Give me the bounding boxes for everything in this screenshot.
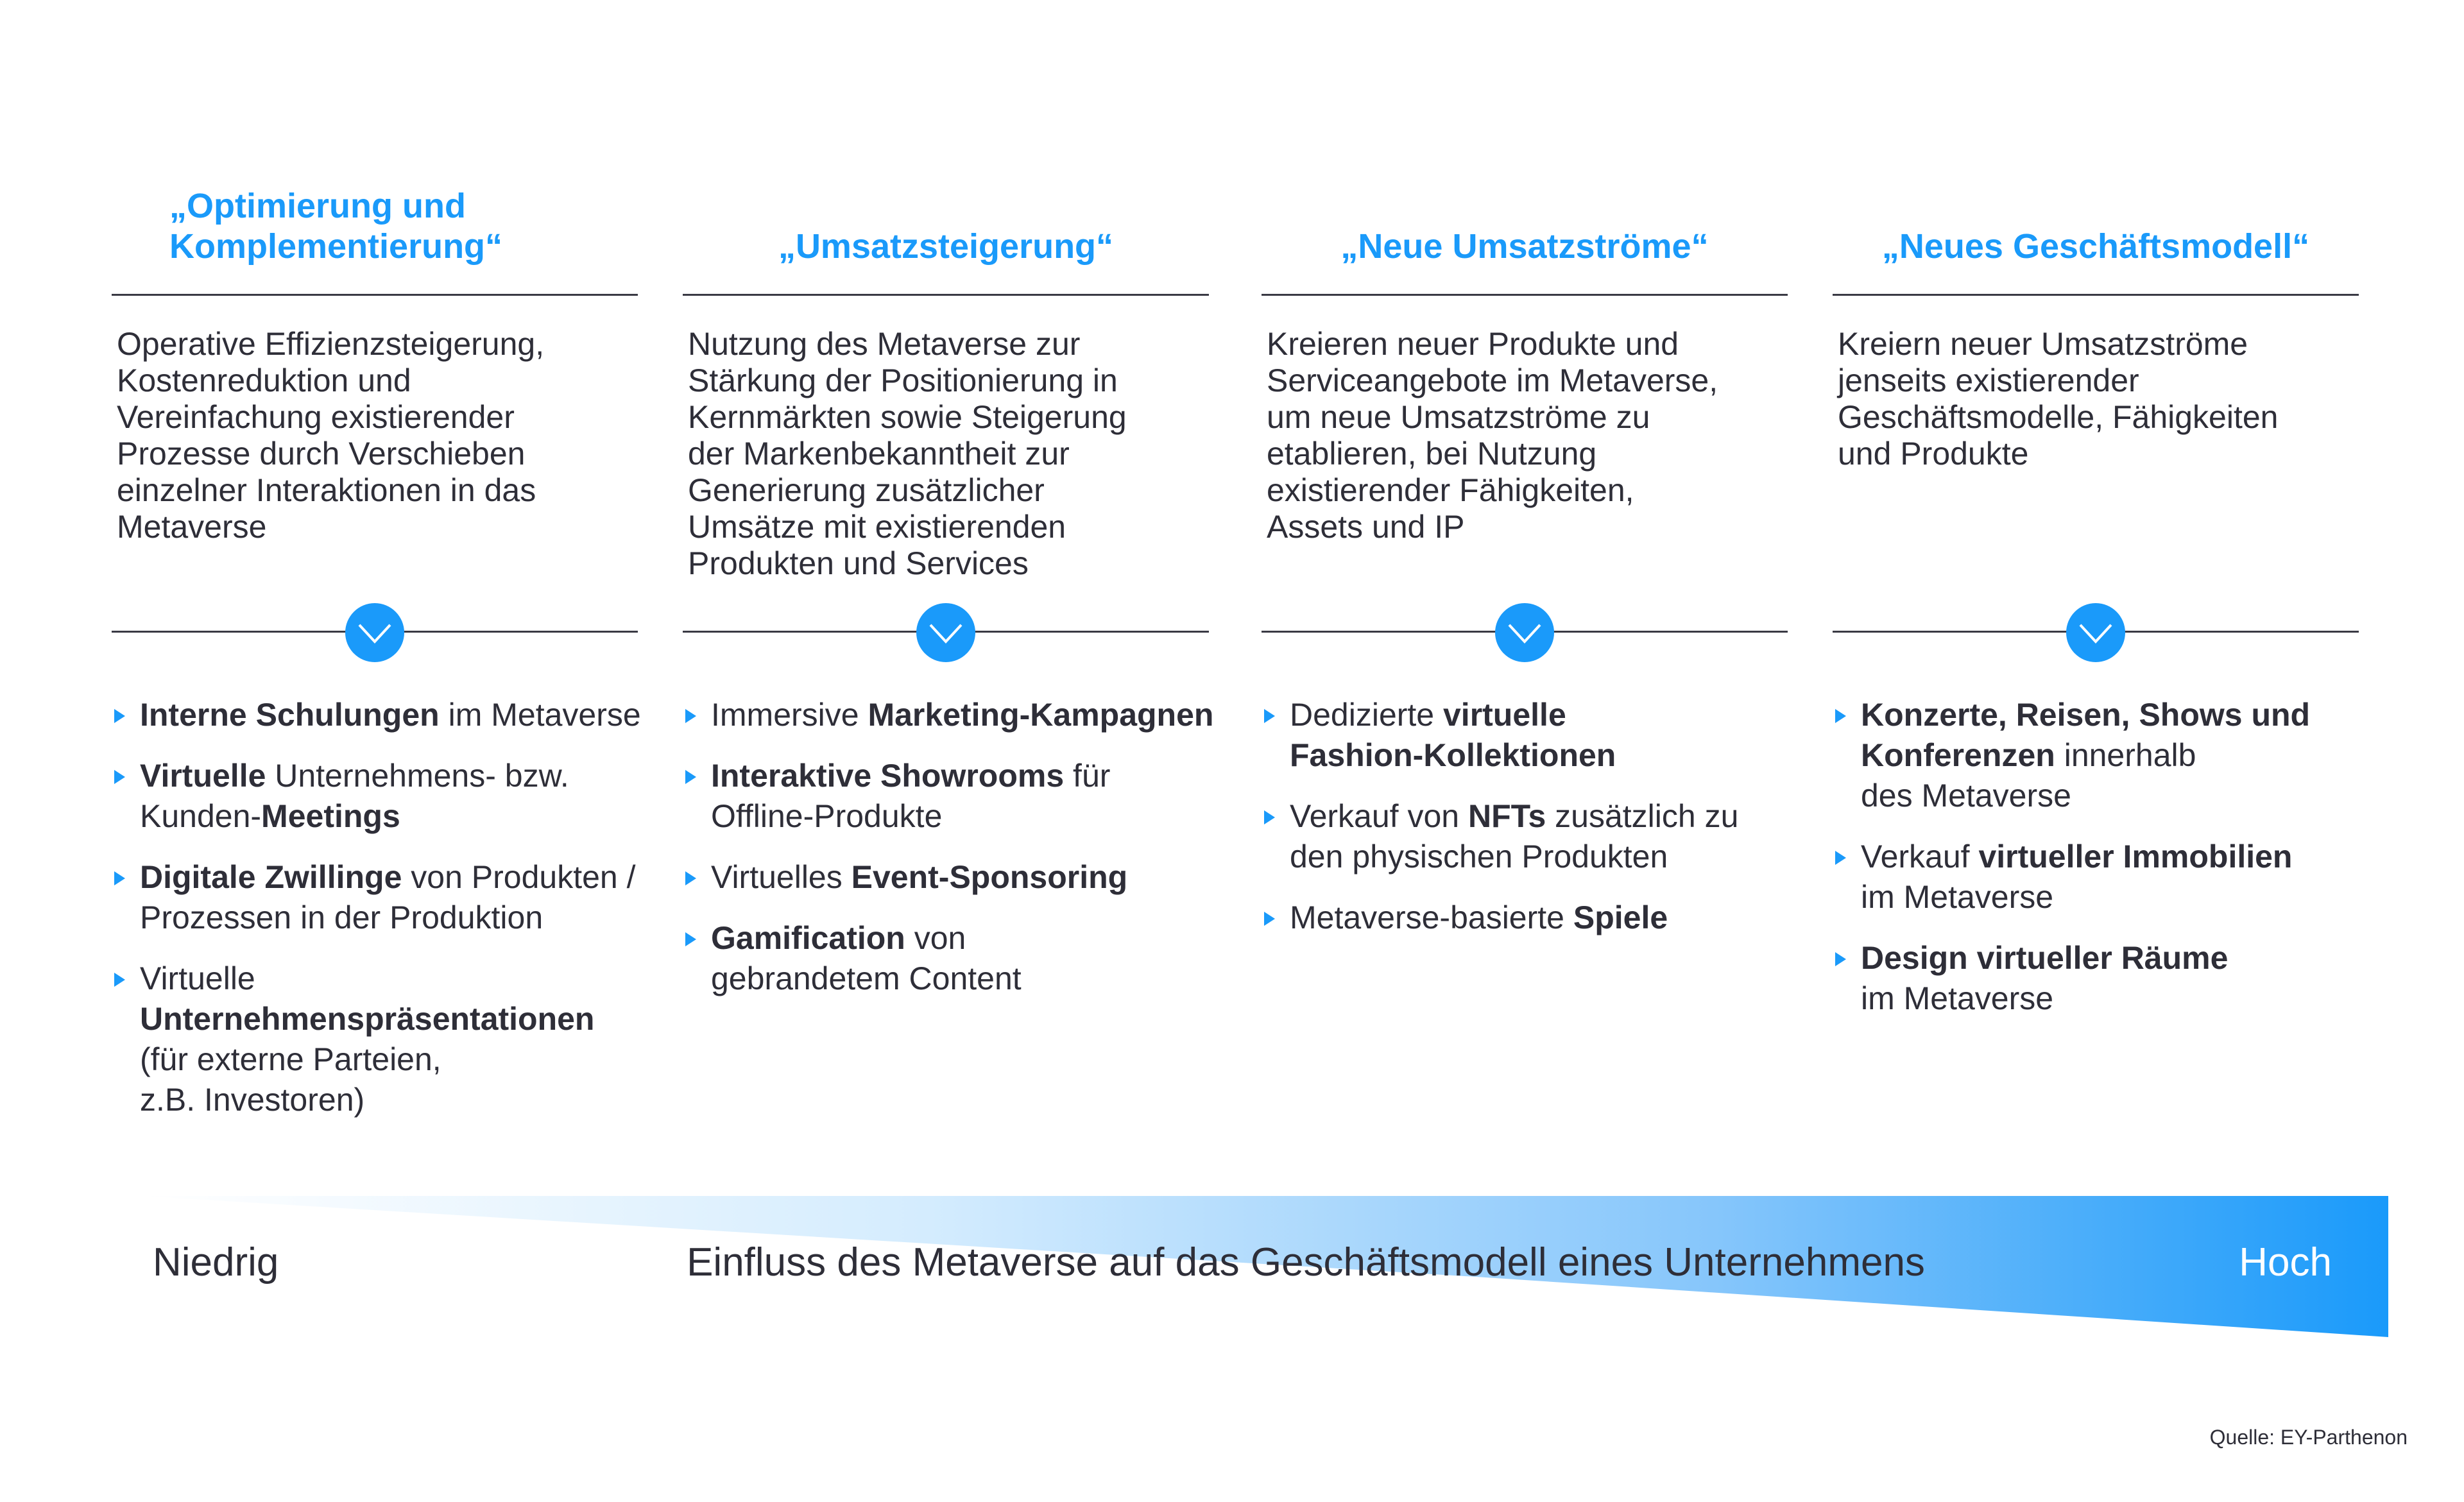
bold-keyword: NFTs: [1467, 798, 1546, 834]
bold-keyword: Konzerte, Reisen, Shows und Konferenzen: [1861, 697, 2311, 773]
bold-keyword: Marketing-Kampagnen: [868, 697, 1214, 733]
bold-keyword: Interaktive Showrooms: [711, 758, 1065, 794]
bold-keyword: Meetings: [261, 798, 400, 834]
bullet-text: im Metaverse: [439, 697, 641, 733]
bullet-text: Dedizierte: [1290, 697, 1443, 733]
source-note: Quelle: EY-Parthenon: [2209, 1426, 2408, 1449]
bold-keyword: Interne Schulungen: [140, 697, 440, 733]
bullet-text: von Produkten / Prozessen in der Produktion: [140, 859, 636, 935]
bullet-text: zusätzlich zu den physischen Produkten: [1290, 798, 1739, 875]
impact-high-label: Hoch: [2239, 1240, 2332, 1284]
column-description: Nutzung des Metaverse zur Stärkung der Positionierung in Kernmärkten sowie Steigerung der Markenbekanntheit zur Generierung zusätzlicher Umsätze mit existierenden Produkten und Services: [688, 326, 1127, 581]
bullet-text: Immersive: [711, 697, 868, 733]
bullet-text: im Metaverse: [1861, 879, 2054, 915]
bold-keyword: Gamification: [711, 920, 905, 956]
column-description: Operative Effizienzsteigerung, Kostenreduktion und Vereinfachung existierender Prozesse durch Verschieben einzelner Interaktionen in das Metaverse: [117, 326, 545, 545]
bullet-text: von gebrandetem Content: [711, 920, 1022, 996]
bold-keyword: Event-Sponsoring: [851, 859, 1128, 895]
column-title: „Optimierung und Komplementierung“: [169, 187, 503, 266]
bullet-text: innerhalb des Metaverse: [1861, 737, 2196, 814]
impact-low-label: Niedrig: [153, 1240, 279, 1284]
column-description: Kreiern neuer Umsatzströme jenseits existierender Geschäftsmodelle, Fähigkeiten und Produkte: [1838, 326, 2279, 472]
column-title: „Neues Geschäftsmodell“: [1881, 227, 2310, 266]
bold-keyword: Design virtueller Räume: [1861, 940, 2229, 976]
bullet-text: Metaverse-basierte: [1290, 900, 1573, 935]
bullet-text: Virtuelle: [140, 960, 255, 996]
bold-keyword: virtuelle Fashion-Kollektionen: [1290, 697, 1616, 773]
bullet-text: Unternehmens- bzw. Kunden-: [140, 758, 569, 834]
column-title: „Neue Umsatzströme“: [1340, 227, 1709, 266]
bullet-text: Verkauf: [1861, 839, 1979, 875]
bullet-text: Verkauf von: [1290, 798, 1468, 834]
bold-keyword: Virtuelle: [140, 758, 266, 794]
bullet-text: (für externe Parteien, z.B. Investoren): [140, 1041, 441, 1118]
column-title: „Umsatzsteigerung“: [778, 227, 1114, 266]
bullet-text: Virtuelles: [711, 859, 851, 895]
bullet-text: für Offline-Produkte: [711, 758, 1111, 834]
bold-keyword: virtueller Immobilien: [1978, 839, 2293, 875]
impact-title: [0, 1240, 2464, 1286]
bullet-text: im Metaverse: [1861, 980, 2054, 1016]
impact-title-text: Einfluss des Metaverse auf das Geschäftsmodell eines Unternehmens: [687, 1240, 1925, 1284]
bold-keyword: Digitale Zwillinge: [140, 859, 402, 895]
column-description: Kreieren neuer Produkte und Serviceangebote im Metaverse, um neue Umsatzströme zu etablieren, bei Nutzung existierender Fähigkeiten, Assets und IP: [1267, 326, 1718, 545]
bold-keyword: Unternehmenspräsentationen: [140, 1001, 595, 1037]
bold-keyword: Spiele: [1573, 900, 1668, 935]
